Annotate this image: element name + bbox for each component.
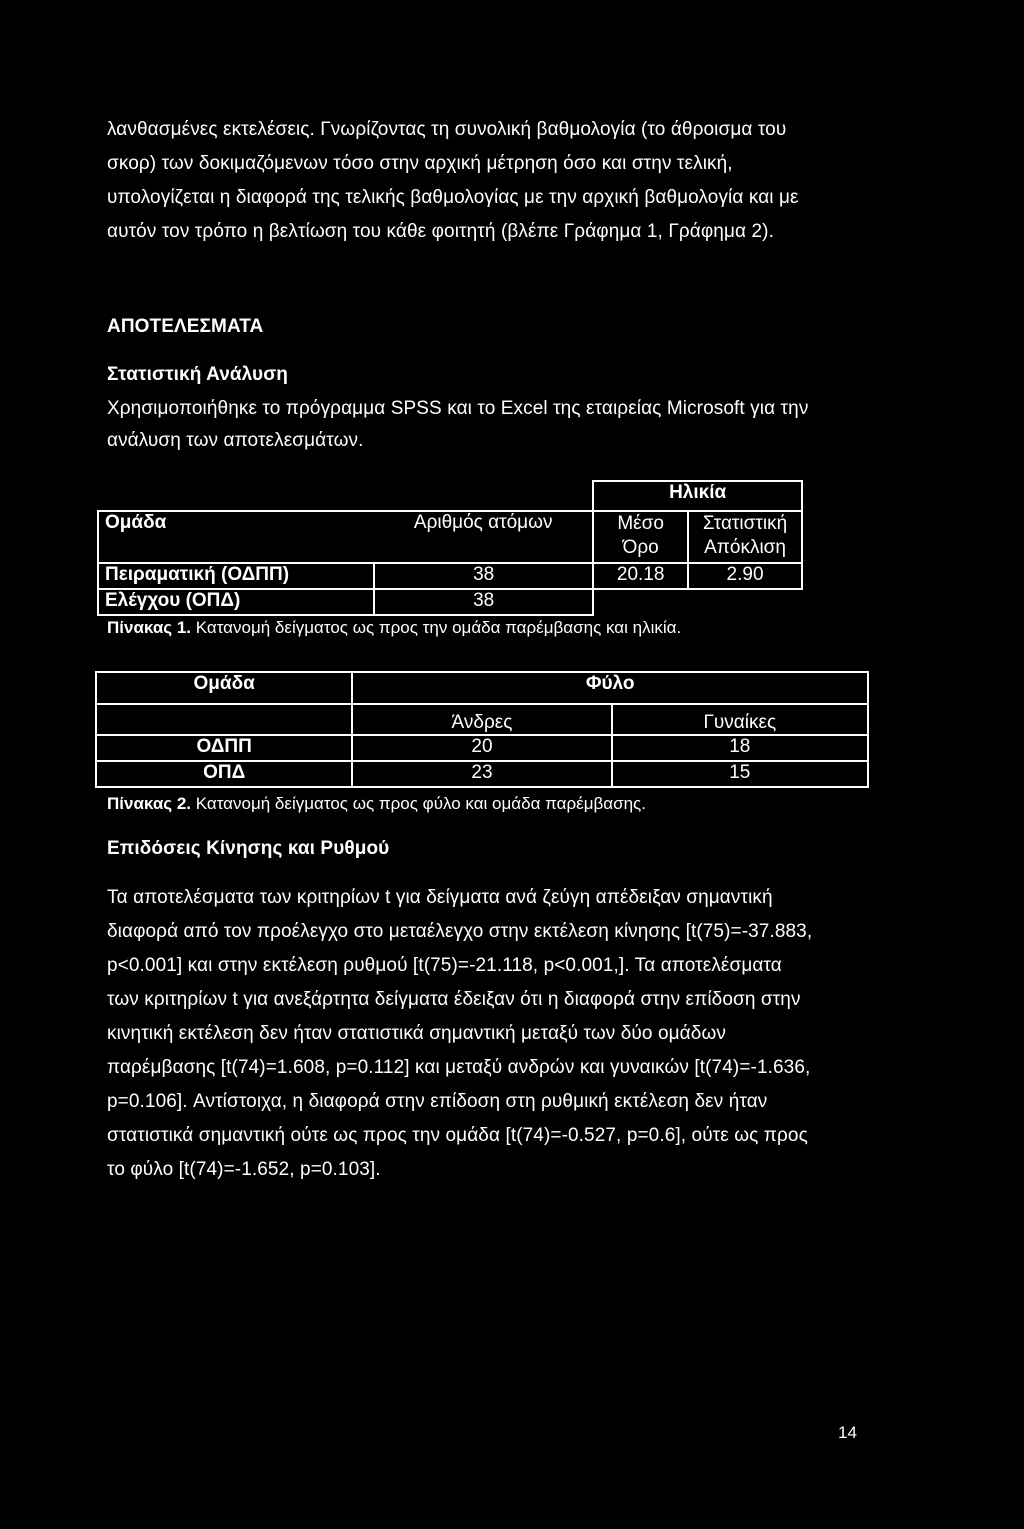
- table1-row2-group: Ελέγχου (ΟΠΔ): [98, 589, 374, 615]
- table1-row2-count: 38: [374, 589, 593, 615]
- performance-line-2: διαφορά από τον προέλεγχο στο μεταέλεγχο στην εκτέλεση κίνησης [t(75)=-37.883,: [107, 921, 813, 942]
- performance-line-5: κινητική εκτέλεση δεν ήταν στατιστικά σημαντική μεταξύ των δύο ομάδων: [107, 1023, 726, 1044]
- table1-sd-header-line2: Απόκλιση: [704, 537, 786, 558]
- results-heading: ΑΠΟΤΕΛΕΣΜΑΤΑ: [107, 316, 264, 337]
- table1-caption-label: Πίνακας 1.: [107, 618, 192, 637]
- intro-line-1: λανθασμένες εκτελέσεις. Γνωρίζοντας τη συνολική βαθμολογία (το άθροισμα του: [107, 119, 787, 140]
- table1-sd-header: [688, 511, 802, 563]
- table1-count-header: Αριθμός ατόμων: [374, 511, 593, 563]
- table2-row2-men: 23: [352, 761, 611, 787]
- table-row: [96, 761, 868, 787]
- performance-line-3: p<0.001] και στην εκτέλεση ρυθμού [t(75)=-21.118, p<0.001,]. Τα αποτελέσματα: [107, 955, 782, 976]
- table-row: [98, 563, 802, 589]
- table1-row1-sd: 2.90: [688, 563, 802, 589]
- table2-sex-header: Φύλο: [352, 672, 868, 704]
- performance-line-1: Τα αποτελέσματα των κριτηρίων t για δείγματα ανά ζεύγη απέδειξαν σημαντική: [107, 887, 773, 908]
- table-age: [97, 480, 803, 616]
- table2-row1-group: ΟΔΠΠ: [96, 735, 352, 761]
- table1-row1-mean: 20.18: [593, 563, 688, 589]
- table2-row1-men: 20: [352, 735, 611, 761]
- table2-row1-women: 18: [612, 735, 868, 761]
- table1-row1-count: 38: [374, 563, 593, 589]
- table2-caption: [107, 794, 646, 814]
- table2-men-header: Άνδρες: [352, 704, 611, 735]
- table2-row2-group: ΟΠΔ: [96, 761, 352, 787]
- table-row: [98, 589, 802, 615]
- performance-line-6: παρέμβασης [t(74)=1.608, p=0.112] και μεταξύ ανδρών και γυναικών [t(74)=-1.636,: [107, 1057, 811, 1078]
- table1-mean-header-line2: Όρο: [622, 537, 659, 558]
- intro-line-2: σκορ) των δοκιμαζόμενων τόσο στην αρχική μέτρηση όσο και στην τελική,: [107, 153, 733, 174]
- table2-row2-women: 15: [612, 761, 868, 787]
- stats-line-1: Χρησιμοποιήθηκε το πρόγραμμα SPSS και το Excel της εταιρείας Microsoft για την: [107, 398, 809, 419]
- table1-mean-header: [593, 511, 688, 563]
- performance-heading: Επιδόσεις Κίνησης και Ρυθμού: [107, 838, 390, 859]
- table1-caption: [107, 618, 681, 638]
- performance-line-9: το φύλο [t(74)=-1.652, p=0.103].: [107, 1159, 381, 1180]
- intro-line-4: αυτόν τον τρόπο η βελτίωση του κάθε φοιτητή (βλέπε Γράφημα 1, Γράφημα 2).: [107, 221, 774, 242]
- table1-row1-group: Πειραματική (ΟΔΠΠ): [98, 563, 374, 589]
- table2-group-header: Ομάδα: [96, 672, 352, 704]
- table-sex: [95, 671, 869, 788]
- performance-line-7: p=0.106]. Αντίστοιχα, η διαφορά στην επίδοση στη ρυθμική εκτέλεση δεν ήταν: [107, 1091, 768, 1112]
- table1-group-header: Ομάδα: [98, 511, 374, 563]
- performance-line-8: στατιστικά σημαντική ούτε ως προς την ομάδα [t(74)=-0.527, p=0.6], ούτε ως προς: [107, 1125, 808, 1146]
- stats-line-2: ανάλυση των αποτελεσμάτων.: [107, 430, 364, 451]
- table1-age-header: Ηλικία: [593, 481, 802, 511]
- page-number: 14: [838, 1423, 857, 1442]
- table2-caption-text: Κατανομή δείγματος ως προς φύλο και ομάδα παρέμβασης.: [191, 794, 646, 813]
- table1-caption-text: Κατανομή δείγματος ως προς την ομάδα παρέμβασης και ηλικία.: [191, 618, 682, 637]
- performance-line-4: των κριτηρίων t για ανεξάρτητα δείγματα έδειξαν ότι η διαφορά στην επίδοση στην: [107, 989, 801, 1010]
- table1-sd-header-line1: Στατιστική: [702, 513, 788, 534]
- table-row: [96, 735, 868, 761]
- stats-heading: Στατιστική Ανάλυση: [107, 364, 289, 385]
- table1-mean-header-line1: Μέσο: [617, 513, 664, 534]
- table2-caption-label: Πίνακας 2.: [107, 794, 192, 813]
- intro-line-3: υπολογίζεται η διαφορά της τελικής βαθμολογίας με την αρχική βαθμολογία και με: [107, 187, 799, 208]
- table2-women-header: Γυναίκες: [612, 704, 868, 735]
